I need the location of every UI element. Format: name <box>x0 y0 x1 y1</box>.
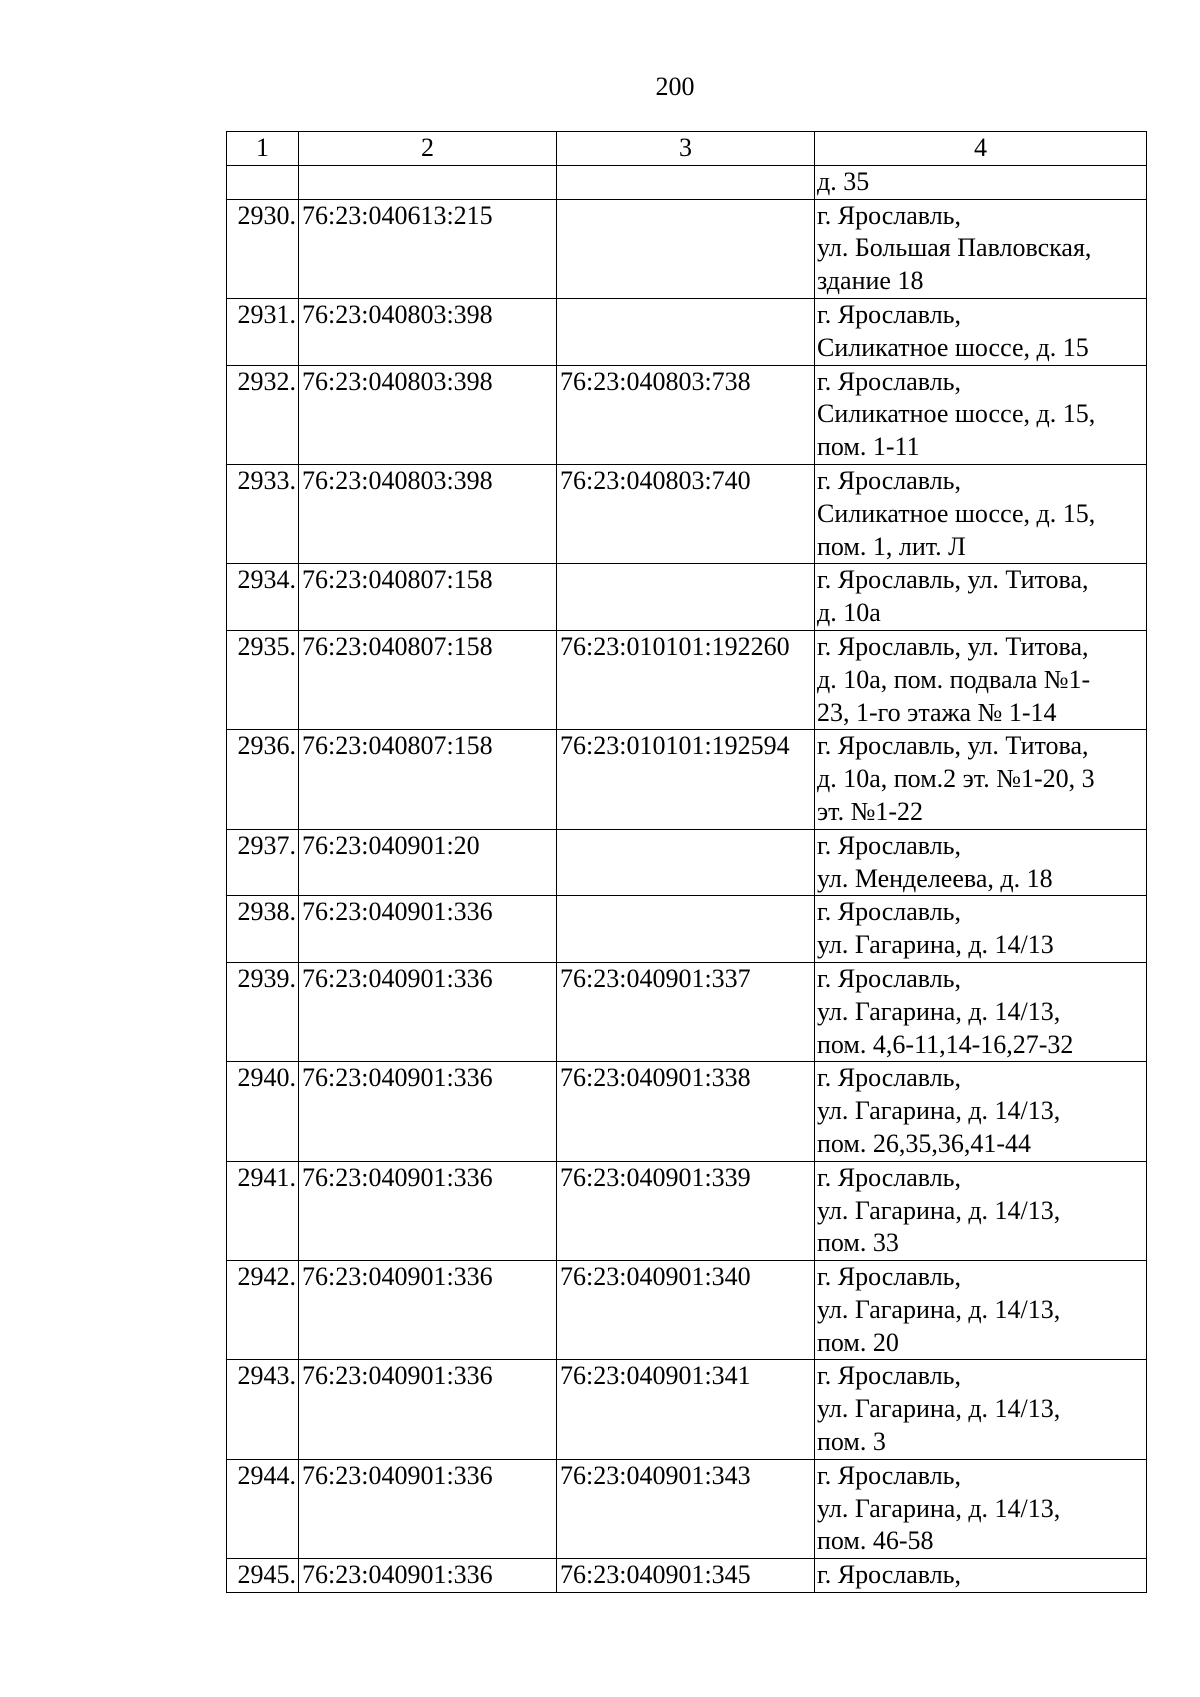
row-number-cell: 2933. <box>227 464 299 563</box>
table-row <box>227 564 1147 631</box>
table-header <box>227 132 1147 166</box>
parcel-cadastral-cell: 76:23:040613:215 <box>299 199 557 298</box>
parcel-cadastral-cell: 76:23:040803:398 <box>299 464 557 563</box>
parcel-cadastral-cell: 76:23:040901:336 <box>299 1459 557 1558</box>
object-cadastral-cell: 76:23:040803:740 <box>557 464 815 563</box>
address-cell: г. Ярославль, ул. Титова, д. 10а <box>815 564 1147 631</box>
object-cadastral-cell: 76:23:040803:738 <box>557 365 815 464</box>
object-cadastral-cell: 76:23:040901:345 <box>557 1559 815 1593</box>
row-number-cell: 2931. <box>227 298 299 365</box>
column-header-2: 2 <box>299 132 557 166</box>
address-cell: г. Ярославль, Силикатное шоссе, д. 15 <box>815 298 1147 365</box>
table-row <box>227 1161 1147 1260</box>
address-cell: г. Ярославль, ул. Гагарина, д. 14/13, пом. 4,6-11,14-16,27-32 <box>815 962 1147 1061</box>
parcel-cadastral-cell: 76:23:040901:336 <box>299 1559 557 1593</box>
parcel-cadastral-cell <box>299 165 557 199</box>
parcel-cadastral-cell: 76:23:040901:336 <box>299 1360 557 1459</box>
table-row <box>227 630 1147 729</box>
row-number-cell: 2940. <box>227 1062 299 1161</box>
address-cell: д. 35 <box>815 165 1147 199</box>
row-number-cell: 2935. <box>227 630 299 729</box>
header-row <box>227 132 1147 166</box>
row-number-cell: 2930. <box>227 199 299 298</box>
row-number-cell: 2943. <box>227 1360 299 1459</box>
row-number-cell: 2938. <box>227 896 299 963</box>
object-cadastral-cell: 76:23:040901:343 <box>557 1459 815 1558</box>
column-header-3: 3 <box>557 132 815 166</box>
object-cadastral-cell <box>557 165 815 199</box>
address-cell: г. Ярославль, Силикатное шоссе, д. 15, пом. 1, лит. Л <box>815 464 1147 563</box>
address-cell: г. Ярославль, ул. Менделеева, д. 18 <box>815 829 1147 896</box>
row-number-cell: 2945. <box>227 1559 299 1593</box>
table-row <box>227 199 1147 298</box>
parcel-cadastral-cell: 76:23:040901:336 <box>299 896 557 963</box>
table-row <box>227 298 1147 365</box>
address-cell: г. Ярославль, ул. Гагарина, д. 14/13, пом. 46-58 <box>815 1459 1147 1558</box>
table-row <box>227 1459 1147 1558</box>
column-header-4: 4 <box>815 132 1147 166</box>
address-cell: г. Ярославль, ул. Гагарина, д. 14/13, пом. 33 <box>815 1161 1147 1260</box>
object-cadastral-cell: 76:23:040901:341 <box>557 1360 815 1459</box>
address-cell: г. Ярославль, Силикатное шоссе, д. 15, пом. 1-11 <box>815 365 1147 464</box>
parcel-cadastral-cell: 76:23:040901:336 <box>299 1161 557 1260</box>
table-row <box>227 1360 1147 1459</box>
parcel-cadastral-cell: 76:23:040807:158 <box>299 730 557 829</box>
address-cell: г. Ярославль, ул. Гагарина, д. 14/13 <box>815 896 1147 963</box>
object-cadastral-cell: 76:23:040901:340 <box>557 1261 815 1360</box>
table-row <box>227 730 1147 829</box>
parcel-cadastral-cell: 76:23:040901:336 <box>299 1261 557 1360</box>
table-body <box>227 165 1147 1592</box>
parcel-cadastral-cell: 76:23:040803:398 <box>299 365 557 464</box>
parcel-cadastral-cell: 76:23:040901:336 <box>299 1062 557 1161</box>
column-header-1: 1 <box>227 132 299 166</box>
object-cadastral-cell: 76:23:010101:192260 <box>557 630 815 729</box>
address-cell: г. Ярославль, <box>815 1559 1147 1593</box>
row-number-cell: 2934. <box>227 564 299 631</box>
address-cell: г. Ярославль, ул. Титова, д. 10а, пом.2 эт. №1-20, 3 эт. №1-22 <box>815 730 1147 829</box>
object-cadastral-cell: 76:23:010101:192594 <box>557 730 815 829</box>
table-row <box>227 896 1147 963</box>
table-row <box>227 165 1147 199</box>
parcel-cadastral-cell: 76:23:040803:398 <box>299 298 557 365</box>
row-number-cell: 2944. <box>227 1459 299 1558</box>
table-row <box>227 962 1147 1061</box>
row-number-cell: 2937. <box>227 829 299 896</box>
object-cadastral-cell <box>557 298 815 365</box>
table-row <box>227 1062 1147 1161</box>
object-cadastral-cell: 76:23:040901:339 <box>557 1161 815 1260</box>
object-cadastral-cell: 76:23:040901:338 <box>557 1062 815 1161</box>
row-number-cell: 2941. <box>227 1161 299 1260</box>
object-cadastral-cell: 76:23:040901:337 <box>557 962 815 1061</box>
table-row <box>227 1559 1147 1593</box>
row-number-cell: 2936. <box>227 730 299 829</box>
object-cadastral-cell <box>557 199 815 298</box>
table-row <box>227 464 1147 563</box>
row-number-cell <box>227 165 299 199</box>
object-cadastral-cell <box>557 829 815 896</box>
address-cell: г. Ярославль, ул. Большая Павловская, здание 18 <box>815 199 1147 298</box>
address-cell: г. Ярославль, ул. Титова, д. 10а, пом. подвала №1- 23, 1-го этажа № 1-14 <box>815 630 1147 729</box>
parcel-cadastral-cell: 76:23:040807:158 <box>299 630 557 729</box>
table-row <box>227 1261 1147 1360</box>
address-cell: г. Ярославль, ул. Гагарина, д. 14/13, пом. 3 <box>815 1360 1147 1459</box>
object-cadastral-cell <box>557 896 815 963</box>
row-number-cell: 2932. <box>227 365 299 464</box>
parcel-cadastral-cell: 76:23:040901:20 <box>299 829 557 896</box>
registry-table <box>226 131 1147 1593</box>
row-number-cell: 2939. <box>227 962 299 1061</box>
address-cell: г. Ярославль, ул. Гагарина, д. 14/13, пом. 20 <box>815 1261 1147 1360</box>
page-number: 200 <box>655 72 695 101</box>
row-number-cell: 2942. <box>227 1261 299 1360</box>
address-cell: г. Ярославль, ул. Гагарина, д. 14/13, пом. 26,35,36,41-44 <box>815 1062 1147 1161</box>
table-row <box>227 829 1147 896</box>
parcel-cadastral-cell: 76:23:040901:336 <box>299 962 557 1061</box>
object-cadastral-cell <box>557 564 815 631</box>
parcel-cadastral-cell: 76:23:040807:158 <box>299 564 557 631</box>
table-row <box>227 365 1147 464</box>
